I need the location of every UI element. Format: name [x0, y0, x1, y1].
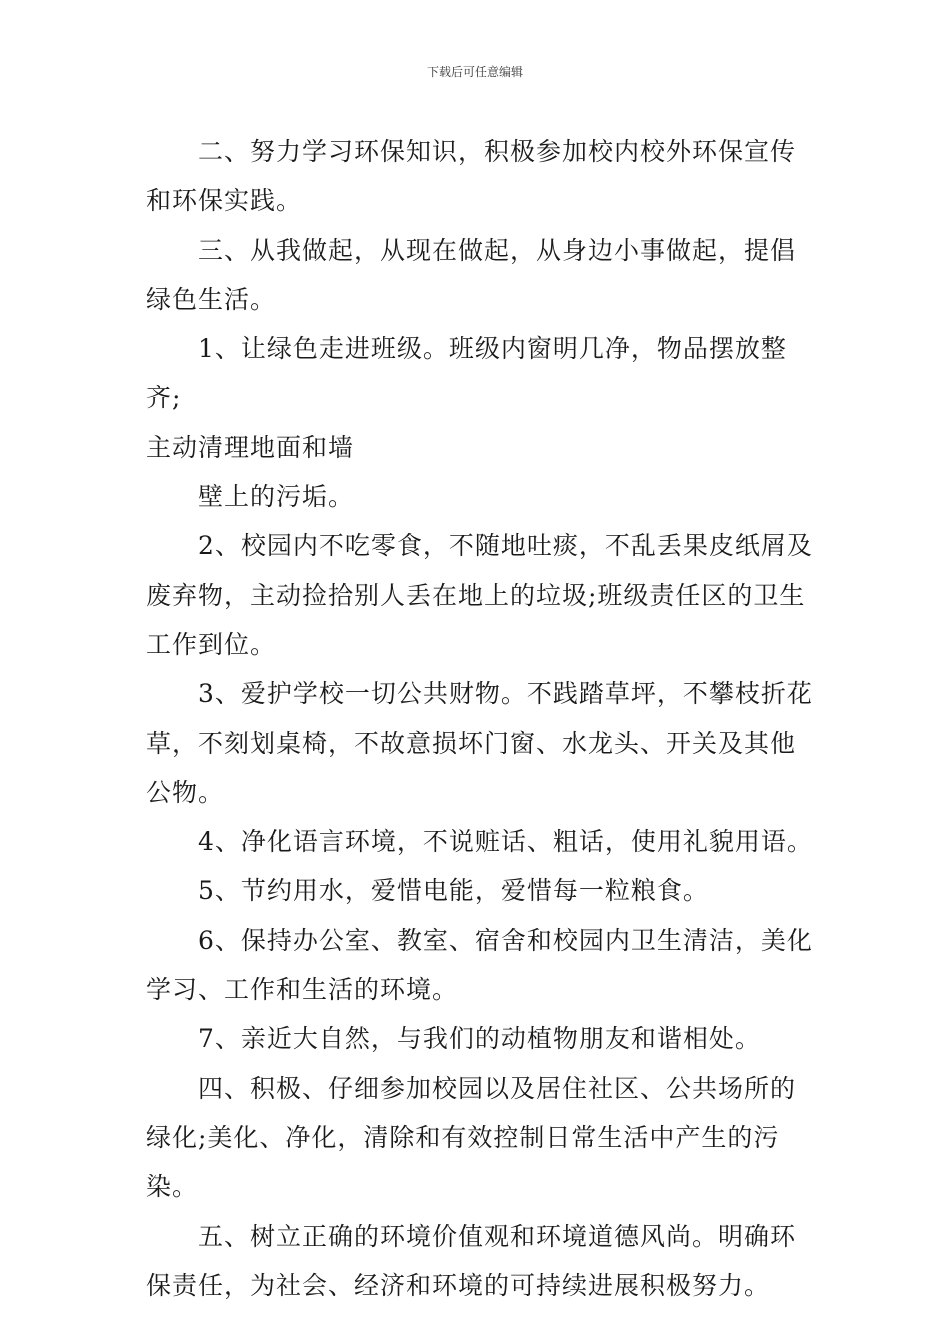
paragraph-item-1-tail: 壁上的污垢。 — [198, 482, 355, 512]
paragraph-item-1: 1、让绿色走进班级。班级内窗明几净，物品摆放整齐; — [146, 334, 787, 413]
paragraph-section-5: 五、树立正确的环境价值观和环境道德风尚。明确环保责任，为社会、经济和环境的可持续进展积极努力。 — [146, 1221, 797, 1300]
paragraph-item-3: 3、爱护学校一切公共财物。不践踏草坪，不攀枝折花草，不刻划桌椅，不故意损坏门窗、水龙头、开关及其他公物。 — [146, 679, 813, 807]
paragraph-item-5: 5、节约用水，爱惜电能，爱惜每一粒粮食。 — [198, 876, 709, 906]
document-body — [146, 127, 816, 1310]
paragraph-item-2: 2、校园内不吃零食，不随地吐痰，不乱丢果皮纸屑及废弃物，主动捡拾别人丢在地上的垃圾;班级责任区的卫生工作到位。 — [146, 531, 813, 659]
paragraph-item-6: 6、保持办公室、教室、宿舍和校园内卫生清洁，美化学习、工作和生活的环境。 — [146, 925, 813, 1005]
paragraph-section-3: 三、从我做起，从现在做起，从身边小事做起，提倡绿色生活。 — [146, 235, 797, 314]
paragraph-item-1-continued: 主动清理地面和墙 — [146, 432, 355, 462]
paragraph-item-4: 4、净化语言环境，不说赃话、粗话，使用礼貌用语。 — [198, 827, 813, 857]
page-header-note: 下载后可任意编辑 — [426, 65, 523, 79]
paragraph-section-2: 二、努力学习环保知识，积极参加校内校外环保宣传和环保实践。 — [146, 137, 797, 216]
paragraph-section-4: 四、积极、仔细参加校园以及居住社区、公共场所的绿化;美化、净化，清除和有效控制日常生活中产生的污染。 — [146, 1073, 797, 1202]
paragraph-item-7: 7、亲近大自然，与我们的动植物朋友和谐相处。 — [198, 1024, 761, 1054]
